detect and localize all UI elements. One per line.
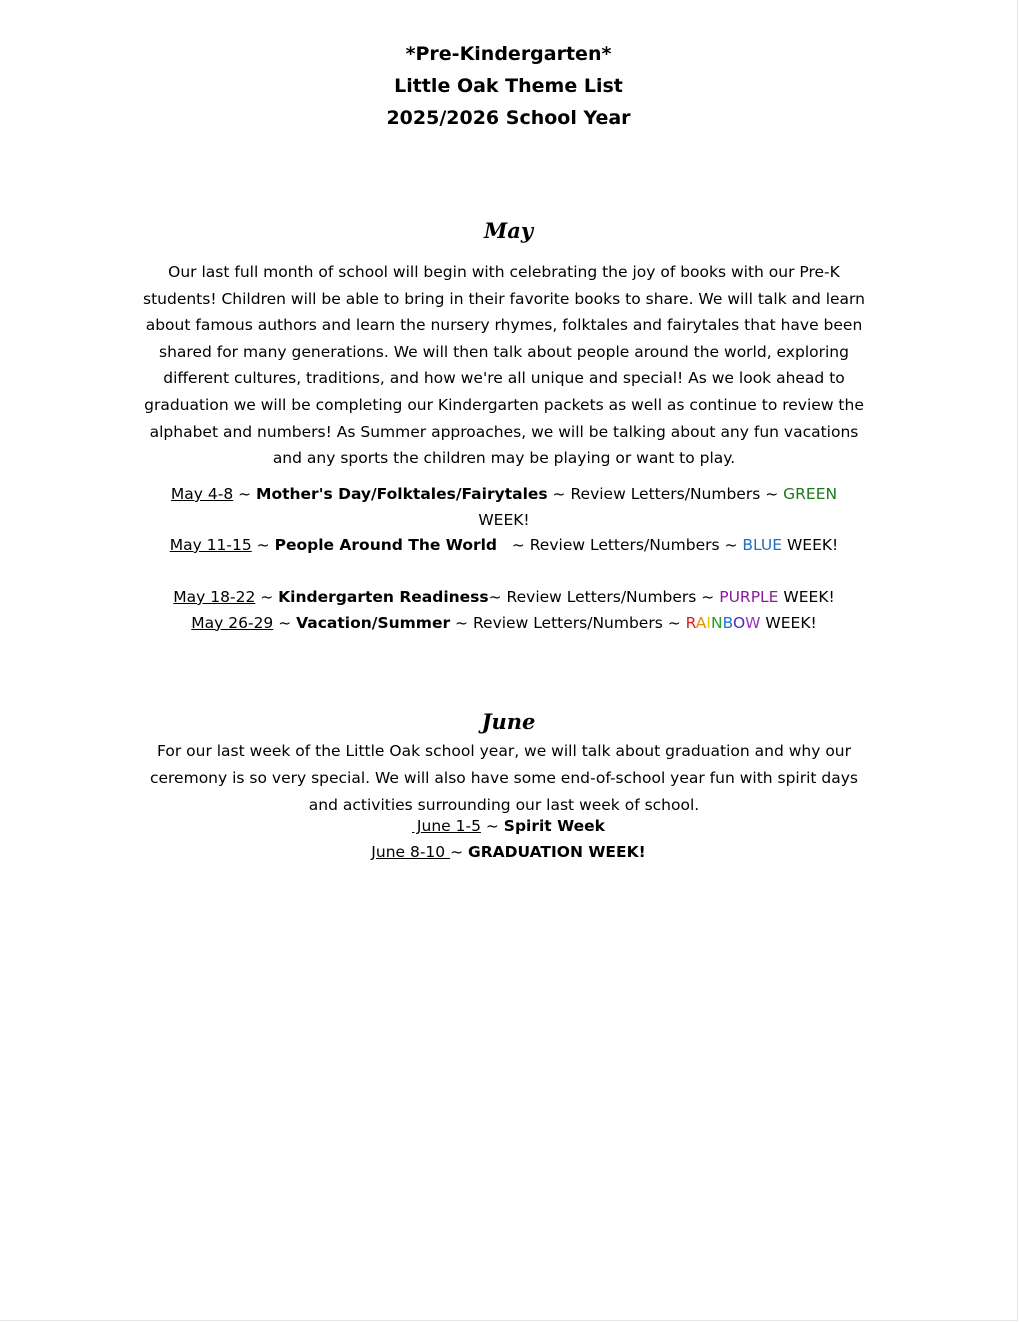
- rainbow-letter: N: [710, 613, 723, 632]
- rainbow-letter: B: [722, 613, 733, 632]
- week-theme: Spirit Week: [503, 817, 605, 835]
- week-end-text: WEEK!: [782, 536, 839, 554]
- document-header: [0, 38, 1017, 134]
- week-dates: May 18-22: [173, 588, 256, 606]
- may-weeks-list-3: [150, 585, 858, 636]
- week-review-text: ~ Review Letters/Numbers ~: [450, 613, 686, 632]
- week-separator: ~: [450, 842, 469, 861]
- week-theme: Kindergarten Readiness: [278, 588, 489, 606]
- week-line-june-1-5: [0, 814, 1017, 840]
- june-heading: June: [481, 709, 536, 734]
- week-theme: GRADUATION WEEK!: [468, 842, 646, 861]
- header-program-title: *Pre-Kindergarten*: [405, 43, 612, 65]
- rainbow-letter: W: [745, 613, 761, 632]
- week-separator: ~: [273, 613, 297, 632]
- header-school-year: 2025/2026 School Year: [386, 107, 631, 129]
- week-dates: May 4-8: [170, 485, 234, 503]
- rainbow-letter: O: [732, 613, 746, 632]
- rainbow-letter: A: [695, 613, 707, 632]
- week-line-may-4-8: [150, 482, 858, 533]
- june-weeks-list: [0, 814, 1017, 865]
- week-rainbow-word: [686, 614, 761, 632]
- week-end-text: WEEK!: [760, 613, 817, 632]
- may-weeks-list-2: [150, 533, 858, 559]
- week-separator: ~: [255, 588, 279, 606]
- header-list-title: Little Oak Theme List: [394, 75, 623, 97]
- may-weeks-list: [150, 482, 858, 533]
- week-dates: June 1-5: [412, 817, 481, 835]
- week-theme: Mother's Day/Folktales/Fairytales: [256, 485, 548, 503]
- week-review-text: ~ Review Letters/Numbers ~: [547, 485, 784, 503]
- week-line-may-18-22: [150, 585, 858, 611]
- week-dates: May 11-15: [169, 536, 252, 554]
- week-separator: ~: [480, 817, 504, 835]
- week-review-text: ~ Review Letters/Numbers ~: [488, 588, 720, 606]
- week-color-word: GREEN: [783, 485, 838, 503]
- week-dates: May 26-29: [191, 613, 274, 632]
- rainbow-letter: R: [685, 613, 696, 632]
- week-line-june-8-10: [0, 840, 1017, 866]
- may-description: Our last full month of school will begin with celebrating the joy of books with our Pre-K students! Children will be able to bring in their favorite books to share. We will talk and learn about famous authors and learn the nursery rhymes, folktales and fairytales that have been shared for many generations. We will then talk about people around the world, exploring different cultures, traditions, and how we're all unique and special! As we look ahead to graduation we will be completing our Kindergarten packets as well as continue to review the alphabet and numbers! As Summer approaches, we will be talking about any fun vacations and any sports the children may be playing or want to play.: [143, 263, 865, 468]
- week-color-word: BLUE: [742, 536, 783, 554]
- week-line-may-26-29: [150, 611, 858, 637]
- week-separator: ~: [251, 536, 275, 554]
- may-heading: May: [483, 218, 534, 243]
- june-description: For our last week of the Little Oak school year, we will talk about graduation and why our ceremony is so very special. We will also have some end-of-school year fun with spirit days and activities surrounding our last week of school.: [149, 742, 859, 814]
- week-theme: People Around The World: [274, 536, 498, 554]
- week-dates: June 8-10: [371, 842, 451, 861]
- week-theme: Vacation/Summer: [296, 613, 451, 632]
- rainbow-letter: I: [706, 613, 711, 632]
- week-line-may-11-15: [150, 533, 858, 559]
- week-review-text: ~ Review Letters/Numbers ~: [497, 536, 743, 554]
- week-separator: ~: [233, 485, 257, 503]
- week-end-text: WEEK!: [778, 588, 835, 606]
- week-end-text: WEEK!: [478, 510, 530, 529]
- week-color-word: PURPLE: [719, 588, 779, 606]
